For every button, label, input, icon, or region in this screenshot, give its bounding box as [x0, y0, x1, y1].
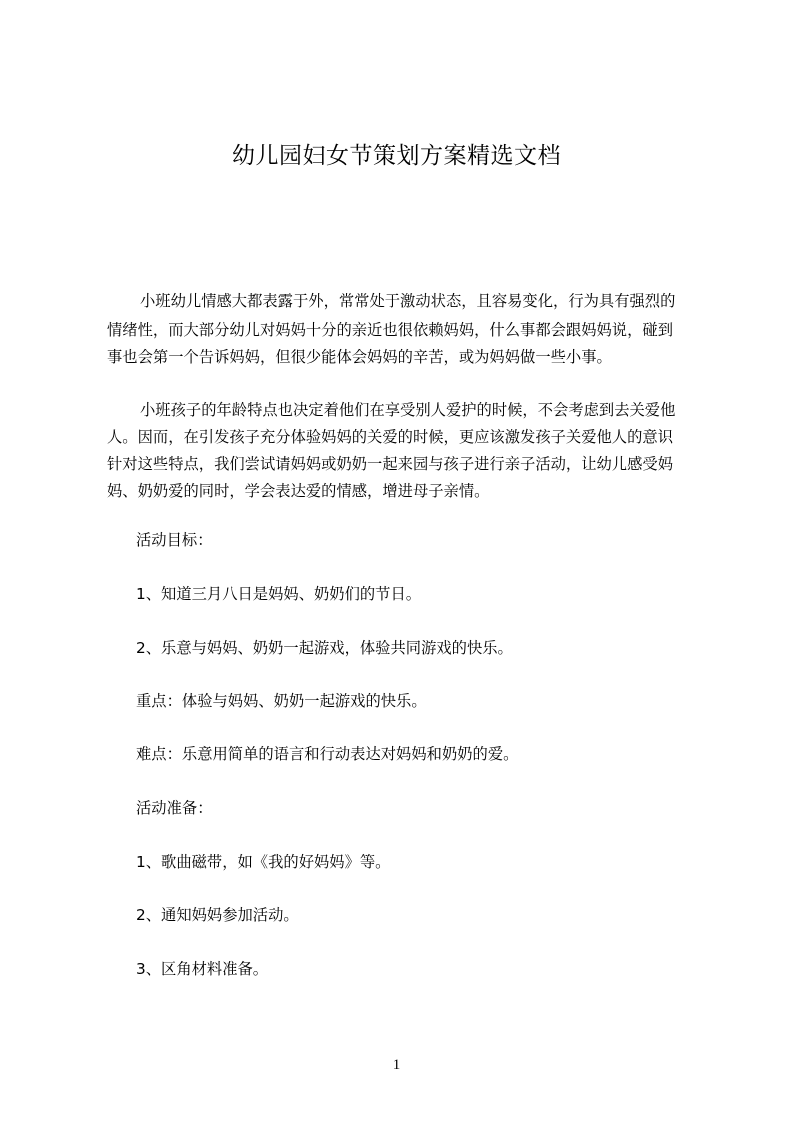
page-number: 1 [392, 1057, 401, 1073]
goal-item-1: 1、知道三月八日是妈妈、奶奶们的节日。 [136, 585, 422, 603]
paragraph-2-line-1: 小班孩子的年龄特点也决定着他们在享受别人爱护的时候，不会考虑到去关爱他 [140, 401, 676, 419]
activity-goals-heading: 活动目标： [136, 531, 213, 549]
preparation-heading: 活动准备： [136, 799, 213, 817]
paragraph-1-line-1: 小班幼儿情感大都表露于外，常常处于激动状态，且容易变化，行为具有强烈的 [140, 292, 676, 310]
paragraph-2-line-4: 妈、奶奶爱的同时，学会表达爱的情感，增进母子亲情。 [107, 482, 490, 500]
paragraph-2-line-3: 针对这些特点，我们尝试请妈妈或奶奶一起来园与孩子进行亲子活动，让幼儿感受妈 [107, 455, 673, 473]
difficulty-point: 难点：乐意用简单的语言和行动表达对妈妈和奶奶的爱。 [136, 745, 519, 763]
paragraph-2-line-2: 人。因而，在引发孩子充分体验妈妈的关爱的时候，更应该激发孩子关爱他人的意识 [107, 428, 673, 446]
key-point: 重点：体验与妈妈、奶奶一起游戏的快乐。 [136, 692, 427, 710]
paragraph-1-line-2: 情绪性，而大部分幼儿对妈妈十分的亲近也很依赖妈妈，什么事都会跟妈妈说，碰到 [107, 321, 673, 339]
goal-item-2: 2、乐意与妈妈、奶奶一起游戏，体验共同游戏的快乐。 [136, 639, 513, 657]
document-title: 幼儿园妇女节策划方案精选文档 [232, 143, 561, 169]
prep-item-2: 2、通知妈妈参加活动。 [136, 906, 299, 924]
prep-item-1: 1、歌曲磁带，如《我的好妈妈》等。 [136, 853, 391, 871]
paragraph-1-line-3: 事也会第一个告诉妈妈，但很少能体会妈妈的辛苦，或为妈妈做一些小事。 [107, 348, 612, 366]
prep-item-3: 3、区角材料准备。 [136, 960, 269, 978]
